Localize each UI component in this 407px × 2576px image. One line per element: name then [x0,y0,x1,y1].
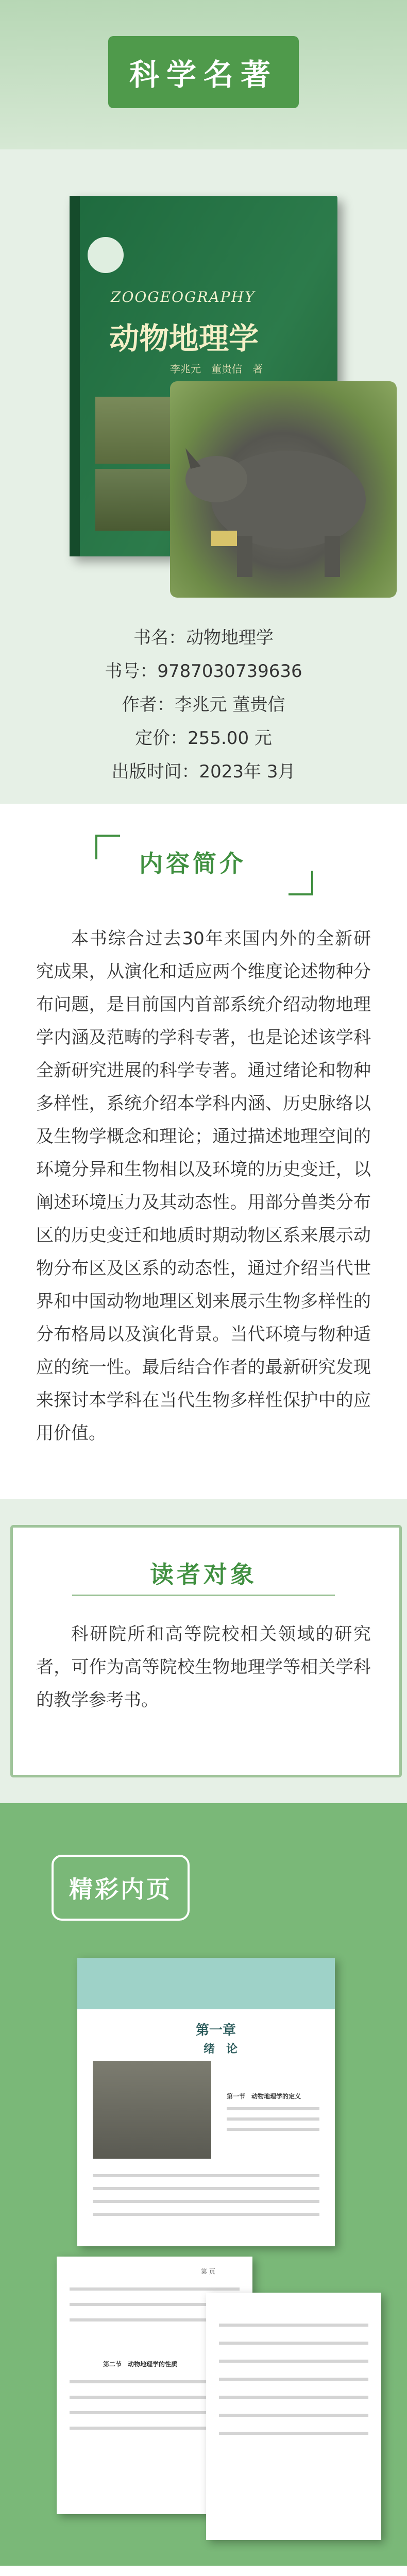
book-date: 出版时间：2023年 3月 [111,761,296,782]
text-line [219,2432,368,2435]
section-title: 第一节 动物地理学的定义 [227,2093,301,2100]
series-logo-icon [88,237,124,273]
cover-authors: 李兆元 董贵信 著 [170,363,263,375]
text-line [219,2378,368,2381]
chapter-title: 绪 论 [204,2043,238,2056]
page-title-banner [108,36,299,108]
text-line [219,2414,368,2417]
intro-text: 本书综合过去30年来国内外的全新研究成果，从演化和适应两个维度论述物种分布问题，是目前国内首部系统介绍动物地理学内涵及范畴的学科专著，也是论述该学科全新研究进展的科学专著。通过绪论和物种多样性，系统介绍本学科内涵、历史脉络以及生物学概念和理论；通过描述地理空间的环境分异和生物相以及环境的历史变迁，以阐述环境压力及其动态性。用部分兽类分布区的历史变迁和地质时期动物区系来展示动物分布区及区系的动态性，通过介绍当代世界和中国动物地理区划来展示生物多样性的分布格局以及演化背景。当代环境与物种适应的统一性。最后结合作者的最新研究发现来探讨本学科在当代生物多样性保护中的应用价值。 [36,928,371,1444]
chapter-header-band [77,1958,335,2009]
text-line [70,2287,240,2291]
text-line [219,2324,368,2327]
cover-title-en: ZOOGEOGRAPHY [111,289,256,306]
sample-page-3 [206,2293,381,2540]
text-line [93,2213,319,2216]
sample-page-1 [77,1958,335,2246]
book-name: 书名：动物地理学 [133,628,274,648]
publisher-mark [211,531,237,546]
text-line [219,2360,368,2363]
readers-title: 读者对象 [150,1561,257,1588]
book-spine [70,196,80,556]
chapter-number: 第一章 [196,2023,236,2038]
highlights-badge [52,1855,190,1921]
text-line [227,2107,319,2110]
text-line [93,2174,319,2177]
footer [0,2566,407,2576]
rhino-icon [170,381,397,598]
readers-text: 科研院所和高等院校相关领域的研究者，可作为高等院校生物地理学等相关学科的教学参考书。 [36,1624,371,1710]
text-line [227,2128,319,2131]
page-title: 科学名著 [129,57,278,92]
book-isbn: 书号：9787030739636 [105,661,302,682]
readers-divider [72,1595,335,1596]
section-title-2: 第二节 动物地理学的性质 [103,2361,178,2368]
rhinoceros-photo [170,381,397,598]
text-line [93,2187,319,2190]
intro-title: 内容简介 [139,850,246,877]
bracket-right [289,871,313,895]
running-header: 第 页 [201,2268,215,2275]
highlights-title: 精彩内页 [69,1875,172,1903]
text-line [219,2396,368,2399]
book-price: 定价：255.00 元 [135,728,272,749]
text-line [93,2200,319,2203]
text-line [219,2342,368,2345]
text-line [227,2117,319,2121]
bird-photo [93,2061,211,2159]
book-authors: 作者：李兆元 董贵信 [122,694,285,715]
cover-title-cn: 动物地理学 [109,321,259,356]
bracket-left [95,835,120,859]
